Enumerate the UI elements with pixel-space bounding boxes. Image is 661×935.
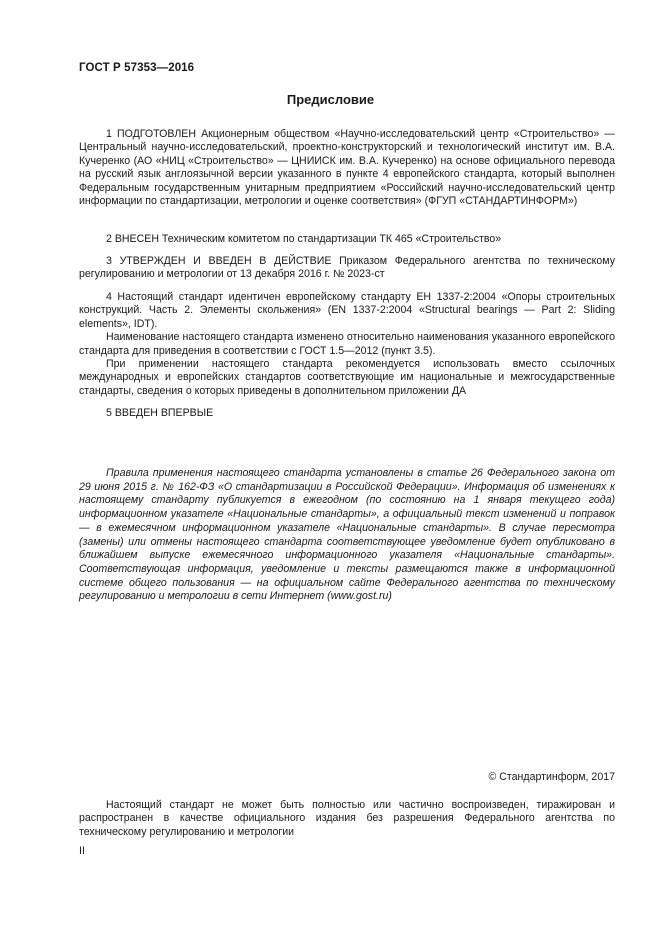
section-1-text: 1 ПОДГОТОВЛЕН Акционерным обществом «Научно-исследовательский центр «Строительство» — Центральный научно-исследовательский, проектно-конструкторский и технологический институт им. В.А. Кучеренко (АО «НИЦ «Строительство» — ЦНИИСК им. В.А. Кучеренко) на основе официального перевода на русский язык англоязычной версии указанного в пункте 4 европейского стандарта, который выполнен Федеральным государственным унитарным предприятием «Российский научно-исследовательский центр информации по стандартизации, метрологии и оценке соответствия» (ФГУП «СТАНДАРТИНФОРМ»): [79, 128, 615, 208]
notice-text: Правила применения настоящего стандарта установлены в статье 26 Федерального закона от 29 июня 2015 г. № 162-ФЗ «О стандартизации в Российской Федерации». Информация об изменениях к настоящему стандарту публикуется в ежегодном (по состоянию на 1 января текущего года) информационном указателе «Национальные стандарты», а официальный текст изменений и поправок — в ежемесячном информационном указателе «Национальные стандарты». В случае пересмотра (замены) или отмены настоящего стандарта соответствующее уведомление будет опубликовано в ближайшем выпуске ежемесячного информационного указателя «Национальные стандарты». Соответствующая информация, уведомление и тексты размещаются также в информационной системе общего пользования — на официальном сайте Федерального агентства по техническому регулированию и метрологии в сети Интернет (www.gost.ru): [79, 467, 615, 603]
preface-section-1: [79, 128, 615, 208]
preface-title: Предисловие: [286, 92, 375, 107]
preface-section-5: [79, 407, 615, 420]
page-number: II: [79, 845, 85, 857]
preface-section-3: [79, 255, 615, 282]
reproduction-notice: [79, 799, 615, 839]
application-rules-notice: [79, 467, 615, 604]
preface-section-4: [79, 291, 615, 398]
section-4-note-1: Наименование настоящего стандарта изменено относительно наименования указанного европейского стандарта для приведения в соответствии с ГОСТ 1.5—2012 (пункт 3.5).: [79, 331, 615, 357]
section-2-text: 2 ВНЕСЕН Техническим комитетом по стандартизации ТК 465 «Строительство»: [106, 233, 502, 245]
section-3-text: 3 УТВЕРЖДЕН И ВВЕДЕН В ДЕЙСТВИЕ Приказом Федерального агентства по техническому регулированию и метрологии от 13 декабря 2016 г. № 2023-ст: [79, 255, 615, 281]
section-4-text: 4 Настоящий стандарт идентичен европейскому стандарту ЕН 1337-2:2004 «Опоры строительных конструкций. Часть 2. Элементы скольжения» (EN 1337-2:2004 «Structural bearings — Part 2: Sliding elements», IDT).: [79, 291, 615, 330]
preface-section-2: [79, 233, 615, 246]
copyright-line: © Стандартинформ, 2017: [488, 771, 615, 783]
section-5-text: 5 ВВЕДЕН ВПЕРВЫЕ: [106, 407, 214, 419]
reproduction-text: Настоящий стандарт не может быть полностью или частично воспроизведен, тиражирован и распространен в качестве официального издания без разрешения Федерального агентства по техническому регулированию и метрологии: [79, 799, 615, 838]
section-4-note-2: При применении настоящего стандарта рекомендуется использовать вместо ссылочных международных и европейских стандартов соответствующие им национальные и межгосударственные стандарты, сведения о которых приведены в дополнительном приложении ДА: [79, 358, 615, 397]
standard-header: ГОСТ Р 57353—2016: [79, 62, 195, 74]
